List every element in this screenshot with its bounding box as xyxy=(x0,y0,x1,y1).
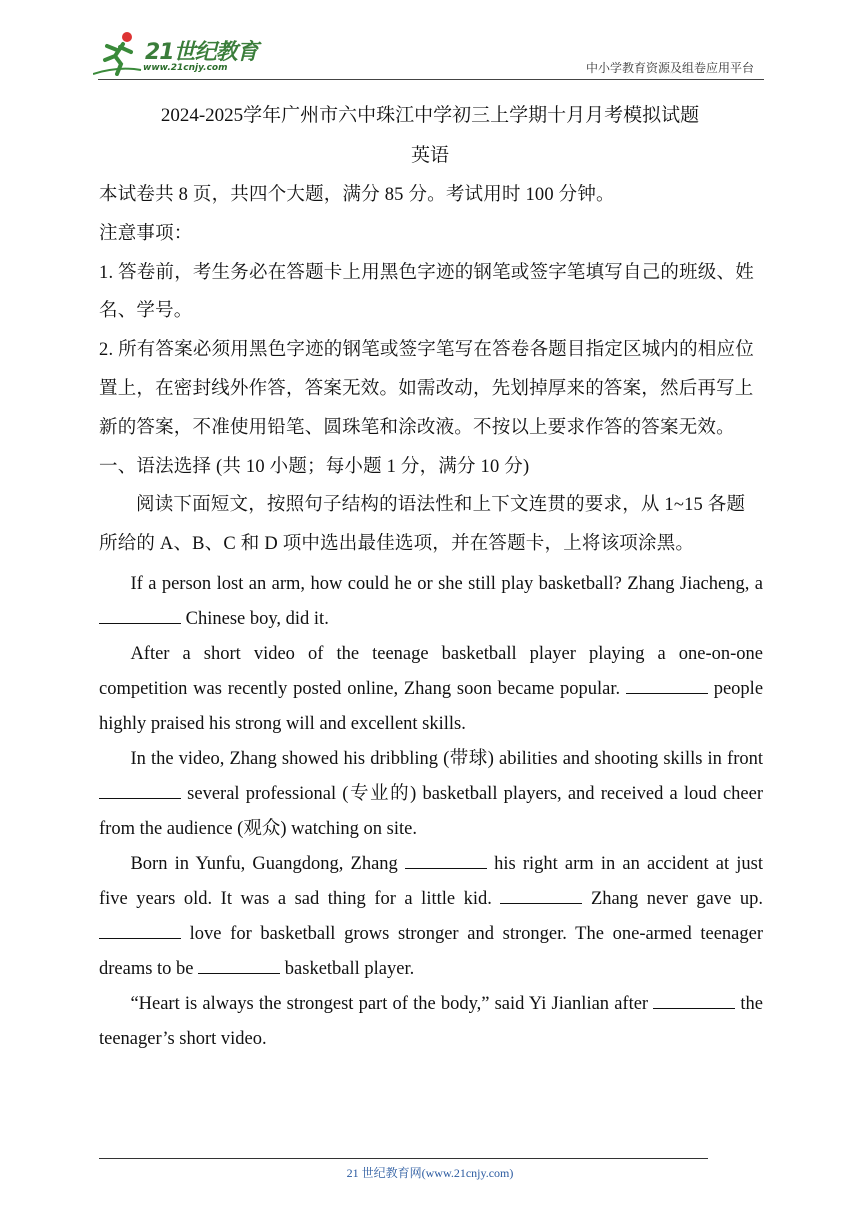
passage-paragraph-5 xyxy=(99,987,763,1057)
logo-text: 21世纪教育 xyxy=(145,40,258,65)
subject-title: 英语 xyxy=(410,145,449,166)
logo-url: www.21cnjy.com xyxy=(143,63,228,73)
answer-blank xyxy=(99,782,181,799)
platform-label: 中小学教育资源及组卷应用平台 xyxy=(585,61,754,75)
site-logo[interactable] xyxy=(93,30,263,78)
answer-blank xyxy=(500,887,582,904)
passage-text: people highly praised his strong will and excellent skills. xyxy=(99,678,764,734)
footer-link[interactable]: 21 世纪教育网(www.21cnjy.com) xyxy=(346,1166,514,1180)
passage-text: Chinese boy, did it. xyxy=(185,608,329,629)
intro-text: 本试卷共 8 页，共四个大题，满分 85 分。考试用时 100 分钟。 xyxy=(99,185,615,205)
runner-icon xyxy=(93,30,143,76)
passage-text: basketball player. xyxy=(284,958,415,979)
exam-title: 2024-2025学年广州市六中珠江中学初三上学期十月月考模拟试题 xyxy=(160,105,700,126)
section-heading: 一、语法选择 (共 10 小题；每小题 1 分，满分 10 分) xyxy=(99,456,530,477)
passage-text: Zhang never gave up. xyxy=(591,888,764,909)
passage-text: After a short video of the teenage basketball player playing a one-on-one competition was recently posted online, Zhang soon became popular. xyxy=(99,643,763,699)
header-divider xyxy=(98,79,764,80)
note-1: 1. 答卷前，考生务必在答题卡上用黑色字迹的钢笔或签字笔填写自己的班级、姓名、学号。 xyxy=(99,262,754,322)
passage-text: the teenager’s short video. xyxy=(99,993,764,1049)
passage-text: Born in Yunfu, Guangdong, Zhang xyxy=(130,853,398,874)
passage-paragraph-3 xyxy=(99,742,763,847)
page-header xyxy=(0,0,860,82)
passage-text: his right arm in an accident at just five years old. It was a sad thing for a little kid. xyxy=(99,853,764,909)
answer-blank xyxy=(653,992,735,1009)
passage-text: love for basketball grows stronger and stronger. The one-armed teenager dreams to be xyxy=(99,923,764,979)
note-2: 2. 所有答案必须用黑色字迹的钢笔或签字笔写在答卷各题目指定区城内的相应位置上，在密封线外作答，答案无效。如需改动，先划掉厚来的答案，然后再写上新的答案，不准使用铅笔、圆珠笔和涂改液。不按以上要求作答的答案无效。 xyxy=(99,340,754,438)
answer-blank xyxy=(405,852,487,869)
answer-blank xyxy=(198,957,280,974)
passage-text: In the video, Zhang showed his dribbling (带球) abilities and shooting skills in front xyxy=(130,748,763,769)
section-instructions: 阅读下面短文，按照句子结构的语法性和上下文连贯的要求，从 1~15 各题所给的 A、B、C 和 D 项中选出最佳选项，并在答题卡，上将该项涂黑。 xyxy=(99,495,746,555)
answer-blank xyxy=(99,922,181,939)
answer-blank xyxy=(99,607,181,624)
answer-blank xyxy=(626,677,708,694)
passage-paragraph-2 xyxy=(99,637,763,742)
passage-paragraph-1 xyxy=(99,567,763,637)
passage-text: “Heart is always the strongest part of the body,” said Yi Jianlian after xyxy=(130,993,649,1014)
footer-divider xyxy=(99,1158,708,1159)
passage-text: several professional (专业的) basketball players, and received a loud cheer from the audience (观众) watching on site. xyxy=(99,783,763,839)
passage-paragraph-4 xyxy=(99,847,763,987)
notes-heading: 注意事项： xyxy=(99,223,193,244)
passage-text: If a person lost an arm, how could he or she still play basketball? Zhang Jiacheng, a xyxy=(130,573,763,594)
exam-body xyxy=(99,176,763,1057)
